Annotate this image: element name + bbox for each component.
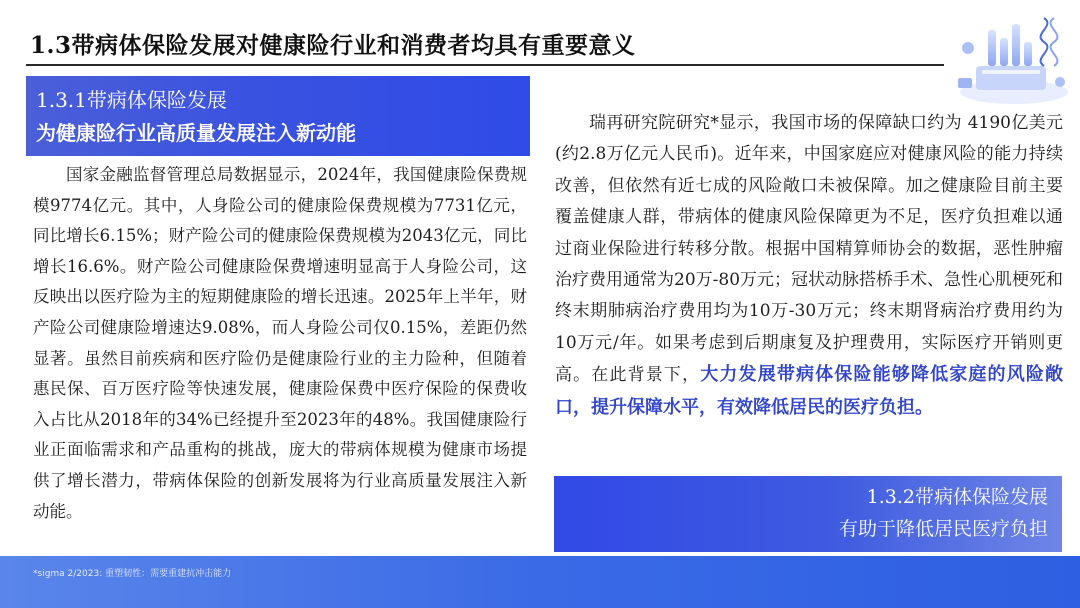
section-heading-line2: 为健康险行业高质量发展注入新动能: [36, 121, 356, 145]
section-heading-line1: 1.3.1带病体保险发展: [36, 88, 227, 112]
footnote: *sigma 2/2023: 重塑韧性：需要重建抗冲击能力: [33, 569, 232, 579]
right-paragraph-highlight: 大力发展带病体保险能够降低家庭的风险敞口，提升保障水平，有效降低居民的医疗负担。: [555, 364, 1064, 418]
section-heading-line2: 有助于降低居民医疗负担: [838, 518, 1048, 540]
title-divider: [26, 64, 944, 66]
left-body-text: [33, 160, 527, 527]
section-heading-line1: 1.3.2带病体保险发展: [866, 486, 1048, 508]
right-paragraph: [555, 108, 1063, 424]
right-paragraph-plain: 瑞再研究院研究*显示，我国市场的保障缺口约为 4190亿美元(约2.8万亿元人民币)。近年来，中国家庭应对健康风险的能力持续改善，但依然有近七成的风险敞口未被保障。加之健康险目前主要覆盖健康人群，带病体的健康风险保障更为不足，医疗负担难以通过商业保险进行转移分散。根据中国精算师协会的数据，恶性肿瘤治疗费用通常为20万-80万元；冠状动脉搭桥手术、急性心肌梗死和终末期肺病治疗费用均为10万-30万元；终末期肾病治疗费用约为10万元/年。如果考虑到后期康复及护理费用，实际医疗开销则更高。在此背景下，: [555, 113, 1064, 386]
right-body-text: [555, 108, 1063, 424]
left-paragraph: 国家金融监督管理总局数据显示，2024年，我国健康险保费规模9774亿元。其中，人身险公司的健康险保费规模为7731亿元，同比增长6.15%；财产险公司的健康险保费规模为2043亿元，同比增长16.6%。财产险公司健康险保费增速明显高于人身险公司，这反映出以医疗险为主的短期健康险的增长迅速。2025年上半年，财产险公司健康险增速达9.08%，而人身险公司仅0.15%，差距仍然显著。虽然目前疾病和医疗险仍是健康险行业的主力险种，但随着惠民保、百万医疗险等快速发展，健康险保费中医疗保险的保费收入占比从2018年的34%已经提升至2023年的48%。我国健康险行业正面临需求和产品重构的挑战，庞大的带病体规模为健康市场提供了增长潜力，带病体保险的创新发展将为行业高质量发展注入新动能。: [33, 165, 527, 521]
footer-bar: [0, 556, 1080, 608]
page-title: 1.3带病体保险发展对健康险行业和消费者均具有重要意义: [30, 32, 636, 59]
section-heading-1-3-2: [554, 476, 1062, 552]
medical-illustration-icon: [948, 8, 1074, 108]
section-heading-1-3-1: [26, 76, 530, 156]
